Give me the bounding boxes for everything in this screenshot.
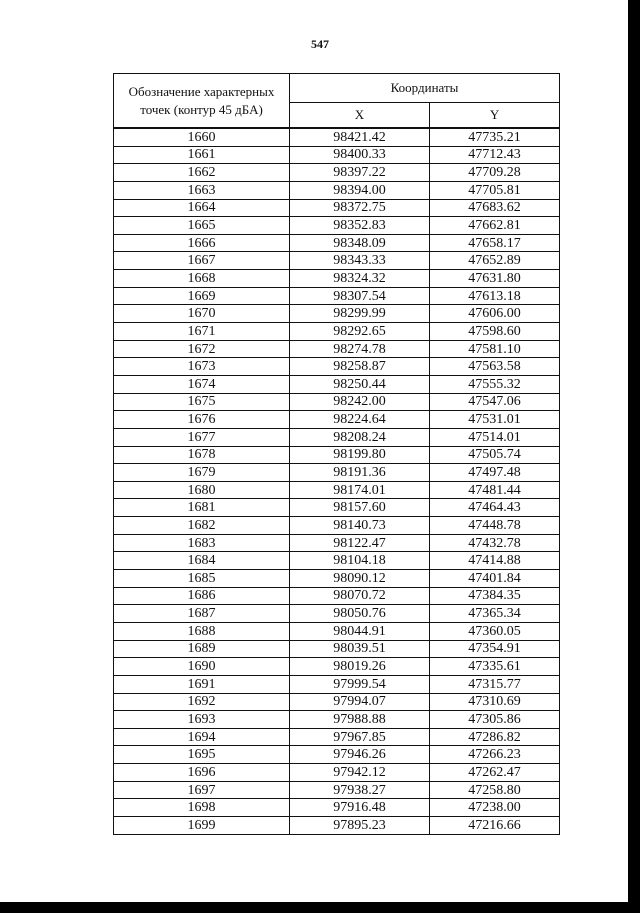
x-coordinate-cell: 98039.51	[290, 640, 430, 658]
point-id-cell: 1665	[114, 217, 290, 235]
y-coordinate-cell: 47365.34	[430, 605, 560, 623]
table-row	[114, 587, 560, 605]
x-coordinate-cell: 98343.33	[290, 252, 430, 270]
point-id-cell: 1660	[114, 128, 290, 146]
table-row	[114, 287, 560, 305]
point-id-cell: 1695	[114, 746, 290, 764]
table-row	[114, 764, 560, 782]
point-id-cell: 1668	[114, 270, 290, 288]
y-coordinate-cell: 47658.17	[430, 234, 560, 252]
y-coordinate-cell: 47735.21	[430, 128, 560, 146]
x-coordinate-cell: 98070.72	[290, 587, 430, 605]
y-coordinate-cell: 47448.78	[430, 517, 560, 535]
y-coordinate-cell: 47662.81	[430, 217, 560, 235]
x-coordinate-cell: 98372.75	[290, 199, 430, 217]
x-coordinate-cell: 98397.22	[290, 164, 430, 182]
x-coordinate-cell: 98394.00	[290, 181, 430, 199]
point-id-cell: 1670	[114, 305, 290, 323]
table-row	[114, 234, 560, 252]
x-coordinate-cell: 97967.85	[290, 728, 430, 746]
y-coordinate-cell: 47613.18	[430, 287, 560, 305]
point-id-cell: 1661	[114, 146, 290, 164]
x-coordinate-cell: 98174.01	[290, 481, 430, 499]
x-coordinate-cell: 97988.88	[290, 711, 430, 729]
point-id-cell: 1663	[114, 181, 290, 199]
y-coordinate-cell: 47606.00	[430, 305, 560, 323]
point-designation-header: Обозначение характерных точек (контур 45 дБА)	[114, 74, 290, 129]
coordinates-table	[113, 73, 560, 835]
point-id-cell: 1692	[114, 693, 290, 711]
table-row	[114, 375, 560, 393]
point-id-cell: 1664	[114, 199, 290, 217]
point-id-cell: 1676	[114, 411, 290, 429]
scan-edge-right	[628, 0, 640, 913]
table-row	[114, 181, 560, 199]
x-coordinate-cell: 97938.27	[290, 781, 430, 799]
x-coordinate-cell: 98157.60	[290, 499, 430, 517]
point-id-cell: 1683	[114, 534, 290, 552]
x-coordinate-cell: 98400.33	[290, 146, 430, 164]
y-coordinate-cell: 47514.01	[430, 428, 560, 446]
x-coordinate-cell: 98191.36	[290, 464, 430, 482]
point-id-cell: 1671	[114, 323, 290, 341]
y-coordinate-cell: 47505.74	[430, 446, 560, 464]
table-row	[114, 517, 560, 535]
point-id-cell: 1673	[114, 358, 290, 376]
y-coordinate-cell: 47310.69	[430, 693, 560, 711]
point-id-cell: 1667	[114, 252, 290, 270]
x-coordinate-cell: 98299.99	[290, 305, 430, 323]
y-coordinate-cell: 47555.32	[430, 375, 560, 393]
table-row	[114, 605, 560, 623]
point-id-cell: 1686	[114, 587, 290, 605]
y-coordinate-cell: 47683.62	[430, 199, 560, 217]
point-id-cell: 1693	[114, 711, 290, 729]
y-coordinate-cell: 47631.80	[430, 270, 560, 288]
table-row	[114, 640, 560, 658]
x-coordinate-cell: 98307.54	[290, 287, 430, 305]
point-id-cell: 1690	[114, 658, 290, 676]
y-column-header: Y	[430, 102, 560, 128]
table-row	[114, 340, 560, 358]
x-coordinate-cell: 98140.73	[290, 517, 430, 535]
x-coordinate-cell: 98421.42	[290, 128, 430, 146]
point-id-cell: 1694	[114, 728, 290, 746]
table-row	[114, 358, 560, 376]
x-coordinate-cell: 98090.12	[290, 570, 430, 588]
x-coordinate-cell: 97946.26	[290, 746, 430, 764]
y-coordinate-cell: 47547.06	[430, 393, 560, 411]
y-coordinate-cell: 47709.28	[430, 164, 560, 182]
x-coordinate-cell: 98019.26	[290, 658, 430, 676]
point-id-cell: 1696	[114, 764, 290, 782]
table-row	[114, 199, 560, 217]
x-coordinate-cell: 98224.64	[290, 411, 430, 429]
table-row	[114, 799, 560, 817]
y-coordinate-cell: 47464.43	[430, 499, 560, 517]
x-coordinate-cell: 98199.80	[290, 446, 430, 464]
y-coordinate-cell: 47598.60	[430, 323, 560, 341]
y-coordinate-cell: 47384.35	[430, 587, 560, 605]
table-row	[114, 711, 560, 729]
x-coordinate-cell: 98050.76	[290, 605, 430, 623]
table-row	[114, 499, 560, 517]
table-row	[114, 128, 560, 146]
point-id-cell: 1685	[114, 570, 290, 588]
y-coordinate-cell: 47286.82	[430, 728, 560, 746]
point-id-cell: 1666	[114, 234, 290, 252]
point-id-cell: 1675	[114, 393, 290, 411]
y-coordinate-cell: 47432.78	[430, 534, 560, 552]
table-row	[114, 675, 560, 693]
x-coordinate-cell: 97942.12	[290, 764, 430, 782]
table-row	[114, 728, 560, 746]
y-coordinate-cell: 47563.58	[430, 358, 560, 376]
table-row	[114, 534, 560, 552]
x-coordinate-cell: 97994.07	[290, 693, 430, 711]
x-coordinate-cell: 98292.65	[290, 323, 430, 341]
coordinates-header: Координаты	[290, 74, 560, 103]
y-coordinate-cell: 47238.00	[430, 799, 560, 817]
point-id-cell: 1669	[114, 287, 290, 305]
y-coordinate-cell: 47652.89	[430, 252, 560, 270]
point-id-cell: 1677	[114, 428, 290, 446]
y-coordinate-cell: 47360.05	[430, 622, 560, 640]
table-row	[114, 252, 560, 270]
point-id-cell: 1674	[114, 375, 290, 393]
y-coordinate-cell: 47581.10	[430, 340, 560, 358]
y-coordinate-cell: 47266.23	[430, 746, 560, 764]
x-coordinate-cell: 98274.78	[290, 340, 430, 358]
point-id-cell: 1680	[114, 481, 290, 499]
table-row	[114, 305, 560, 323]
x-coordinate-cell: 97916.48	[290, 799, 430, 817]
table-row	[114, 270, 560, 288]
scan-edge-bottom	[0, 902, 640, 913]
x-coordinate-cell: 98122.47	[290, 534, 430, 552]
y-coordinate-cell: 47305.86	[430, 711, 560, 729]
x-coordinate-cell: 98348.09	[290, 234, 430, 252]
table-header	[114, 74, 560, 129]
point-id-cell: 1689	[114, 640, 290, 658]
point-id-cell: 1682	[114, 517, 290, 535]
table-row	[114, 411, 560, 429]
table-row	[114, 217, 560, 235]
x-coordinate-cell: 97895.23	[290, 816, 430, 834]
table-row	[114, 323, 560, 341]
table-row	[114, 428, 560, 446]
x-coordinate-cell: 98044.91	[290, 622, 430, 640]
table-row	[114, 622, 560, 640]
y-coordinate-cell: 47531.01	[430, 411, 560, 429]
y-coordinate-cell: 47315.77	[430, 675, 560, 693]
x-column-header: X	[290, 102, 430, 128]
table-row	[114, 146, 560, 164]
table-row	[114, 393, 560, 411]
table-body	[114, 128, 560, 834]
table-row	[114, 164, 560, 182]
point-id-cell: 1698	[114, 799, 290, 817]
point-id-cell: 1697	[114, 781, 290, 799]
point-id-cell: 1684	[114, 552, 290, 570]
y-coordinate-cell: 47335.61	[430, 658, 560, 676]
y-coordinate-cell: 47354.91	[430, 640, 560, 658]
point-id-cell: 1672	[114, 340, 290, 358]
table-row	[114, 464, 560, 482]
table-row	[114, 781, 560, 799]
page-number: 547	[311, 37, 329, 51]
x-coordinate-cell: 98324.32	[290, 270, 430, 288]
point-id-cell: 1687	[114, 605, 290, 623]
table-row	[114, 552, 560, 570]
point-id-cell: 1699	[114, 816, 290, 834]
point-id-cell: 1681	[114, 499, 290, 517]
x-coordinate-cell: 97999.54	[290, 675, 430, 693]
x-coordinate-cell: 98258.87	[290, 358, 430, 376]
table-row	[114, 658, 560, 676]
y-coordinate-cell: 47258.80	[430, 781, 560, 799]
point-id-cell: 1679	[114, 464, 290, 482]
table-row	[114, 693, 560, 711]
x-coordinate-cell: 98208.24	[290, 428, 430, 446]
table-row	[114, 570, 560, 588]
point-id-cell: 1662	[114, 164, 290, 182]
table-row	[114, 816, 560, 834]
y-coordinate-cell: 47216.66	[430, 816, 560, 834]
x-coordinate-cell: 98250.44	[290, 375, 430, 393]
y-coordinate-cell: 47414.88	[430, 552, 560, 570]
x-coordinate-cell: 98242.00	[290, 393, 430, 411]
x-coordinate-cell: 98352.83	[290, 217, 430, 235]
table-row	[114, 481, 560, 499]
y-coordinate-cell: 47497.48	[430, 464, 560, 482]
y-coordinate-cell: 47262.47	[430, 764, 560, 782]
point-id-cell: 1688	[114, 622, 290, 640]
table-row	[114, 746, 560, 764]
y-coordinate-cell: 47481.44	[430, 481, 560, 499]
y-coordinate-cell: 47712.43	[430, 146, 560, 164]
point-id-cell: 1691	[114, 675, 290, 693]
y-coordinate-cell: 47401.84	[430, 570, 560, 588]
table-row	[114, 446, 560, 464]
y-coordinate-cell: 47705.81	[430, 181, 560, 199]
point-id-cell: 1678	[114, 446, 290, 464]
x-coordinate-cell: 98104.18	[290, 552, 430, 570]
